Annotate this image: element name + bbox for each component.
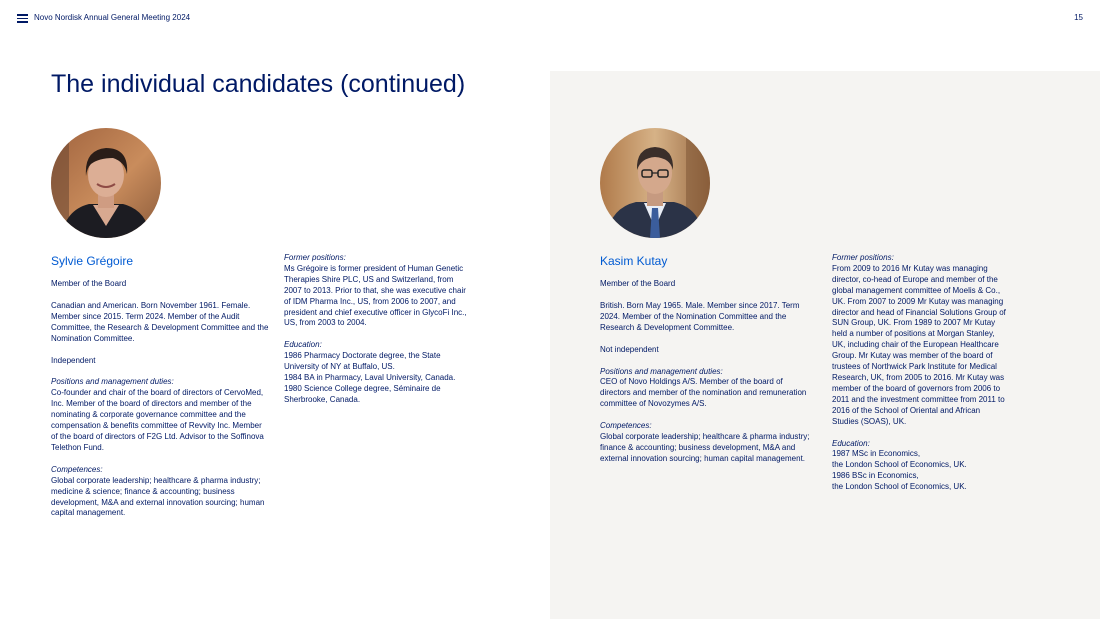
candidate-role: Member of the Board — [51, 279, 127, 288]
candidate-bio: British. Born May 1965. Male. Member since 2017. Term 2024. Member of the Nomination Committee and the Research & Development Committee. — [600, 300, 800, 332]
duties-text: Co-founder and chair of the board of directors of CervoMed, Inc. Member of the board of directors and member of the nominating & corporate governance committee and the compensation & benefits committee of Revvity Inc. Member of the board of directors of F2G Ltd. Advisor to the Soffinova Telethon Fund. — [51, 388, 264, 452]
duties-heading: Positions and management duties: — [600, 366, 723, 376]
candidate-independence: Not independent — [600, 344, 659, 354]
education-heading: Education: — [284, 340, 322, 350]
education-text: 1986 Pharmacy Doctorate degree, the State University of NY at Buffalo, US. 1984 BA in Pharmacy, Laval University, Canada. 1980 Science College degree, Séminaire de Sherbrooke, Canada. — [284, 351, 456, 404]
candidate-1-main-column — [51, 254, 269, 530]
candidate-1-history-column — [284, 253, 470, 417]
education-heading: Education: — [832, 438, 870, 448]
former-positions-heading: Former positions: — [284, 253, 346, 262]
page-number: 15 — [1074, 13, 1083, 22]
former-positions-text: Ms Grégoire is former president of Human Genetic Therapies Shire PLC, US and Switzerland, from 2007 to 2013. Prior to that, she was executive chair of IDM Pharma Inc., US, from 2006 to 2007, and president and chief executive officer in GlycoFi Inc., US, from 2003 to 2004. — [284, 263, 467, 328]
candidate-name: Kasim Kutay — [600, 254, 668, 268]
hamburger-menu-icon[interactable] — [17, 14, 28, 23]
page-title: The individual candidates (continued) — [51, 70, 466, 98]
duties-heading: Positions and management duties: — [51, 377, 174, 387]
candidate-bio: Canadian and American. Born November 1961. Female. Member since 2015. Term 2024. Member of the Audit Committee, the Research & Development Committee and the Nomination Committee. — [51, 300, 269, 343]
competences-heading: Competences: — [51, 464, 103, 474]
document-title: Novo Nordisk Annual General Meeting 2024 — [34, 13, 191, 22]
candidate-portrait-kutay — [600, 128, 710, 238]
candidate-2-main-column — [600, 254, 812, 476]
competences-heading: Competences: — [600, 421, 652, 431]
former-positions-text: From 2009 to 2016 Mr Kutay was managing director, co-head of Europe and member of the global management committee of Moelis & Co., UK. From 2007 to 2009 Mr Kutay was managing director and head of Financial Solutions Group of SUN Group, UK. From 1989 to 2007 Mr Kutay held a number of positions at Morgan Stanley, UK, including chair of the European Healthcare Group. Mr Kutay was member of the board of trustees of Northwick Park Institute for Medical Research, UK, from 2005 to 2016. Mr Kutay was member of the board of governors from 2006 to 2011 and the investment committee from 2011 to 2016 of the School of Oriental and African Studies (SOAS), UK. — [832, 263, 1006, 426]
competences-text: Global corporate leadership; healthcare & pharma industry; medicine & science; finance & accounting; business development, M&A and external innovation sourcing; human capital management. — [51, 475, 265, 518]
candidate-2-history-column — [832, 253, 1008, 504]
candidate-role: Member of the Board — [600, 279, 676, 288]
candidate-portrait-gregoire — [51, 128, 161, 238]
duties-text: CEO of Novo Holdings A/S. Member of the board of directors and member of the nomination and remuneration committee of Novozymes A/S. — [600, 377, 807, 409]
competences-text: Global corporate leadership; healthcare & pharma industry; finance & accounting; business development, M&A and external innovation sourcing; human capital management. — [600, 432, 810, 463]
education-text: 1987 MSc in Economics, the London School of Economics, UK. 1986 BSc in Economics, the London School of Economics, UK. — [832, 449, 967, 492]
candidate-independence: Independent — [51, 355, 96, 365]
candidate-name: Sylvie Grégoire — [51, 254, 134, 268]
top-bar — [17, 11, 1083, 25]
former-positions-heading: Former positions: — [832, 253, 894, 262]
